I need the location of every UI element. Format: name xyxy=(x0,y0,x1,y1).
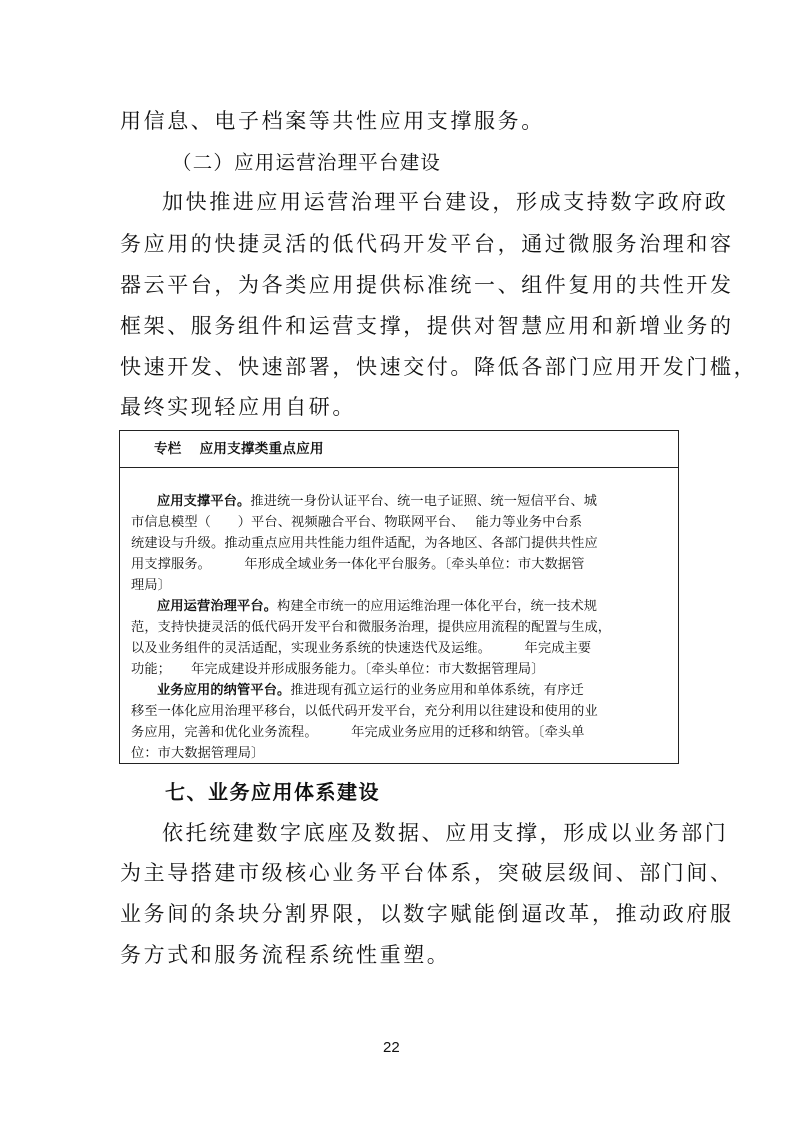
box-text-line: 以及业务组件的灵活适配，实现业务系统的快速迭代及运维。 年完成主要 xyxy=(131,641,592,656)
box-text-line: 位：市大数据管理局〕 xyxy=(131,746,265,761)
item-title: 应用支撑平台。 xyxy=(157,494,251,509)
section-heading: （二）应用运营治理平台建设 xyxy=(172,151,442,174)
box-text-line: 用支撑服务。 年形成全域业务一体化平台服务。〔牵头单位：市大数据管 xyxy=(131,557,585,572)
item-title: 应用运营治理平台。 xyxy=(157,599,278,614)
special-column-box xyxy=(119,430,679,764)
body-text-line: 务方式和服务流程系统性重塑。 xyxy=(120,943,451,967)
box-text-line: 务应用，完善和优化业务流程。 年完成业务应用的迁移和纳管。〔牵头单 xyxy=(131,725,585,740)
body-text-line: 业务间的条块分割界限，以数字赋能倒逼改革，推动政府服 xyxy=(120,902,734,926)
body-text-line: 最终实现轻应用自研。 xyxy=(120,395,356,419)
column-title-text: 应用支撑类重点应用 xyxy=(199,441,324,457)
box-text-line: 移至一体化应用治理平移台，以低代码开发平台，充分利用以往建设和使用的业 xyxy=(131,704,598,719)
body-text-line: 快速开发、快速部署，快速交付。降低各部门应用开发门槛， xyxy=(120,355,758,379)
box-text-line: 应用运营治理平台。构建全市统一的应用运维治理一体化平台，统一技术规 xyxy=(157,599,598,614)
box-text-line: 统建设与升级。推动重点应用共性能力组件适配，为各地区、各部门提供共性应 xyxy=(131,536,598,551)
body-text-line: 务应用的快捷灵活的低代码开发平台，通过微服务治理和容 xyxy=(120,232,734,256)
page-number: 22 xyxy=(383,1039,400,1056)
box-text-line: 业务应用的纳管平台。推进现有孤立运行的业务应用和单体系统，有序迁 xyxy=(157,683,584,698)
body-text-line: 加快推进应用运营治理平台建设，形成支持数字政府政 xyxy=(162,190,729,214)
box-text-line: 功能； 年完成建设并形成服务能力。〔牵头单位：市大数据管理局〕 xyxy=(131,662,545,677)
chapter-heading: 七、业务应用体系建设 xyxy=(165,780,380,804)
item-title: 业务应用的纳管平台。 xyxy=(157,683,291,698)
column-label: 专栏 xyxy=(154,441,182,457)
body-text-line: 为主导搭建市级核心业务平台体系，突破层级间、部门间、 xyxy=(120,861,734,885)
box-text-line: 范，支持快捷灵活的低代码开发平台和微服务治理，提供应用流程的配置与生成， xyxy=(131,620,612,635)
body-text-line: 依托统建数字底座及数据、应用支撑，形成以业务部门 xyxy=(162,821,729,845)
body-text-line: 用信息、电子档案等共性应用支撑服务。 xyxy=(120,109,545,133)
body-text-line: 器云平台，为各类应用提供标准统一、组件复用的共性开发 xyxy=(120,273,734,297)
box-text-line: 理局〕 xyxy=(131,578,172,593)
body-text-line: 框架、服务组件和运营支撑，提供对智慧应用和新增业务的 xyxy=(120,314,734,338)
box-text-line: 市信息模型（ ）平台、视频融合平台、物联网平台、 能力等业务中台系 xyxy=(131,515,583,530)
box-text-line: 应用支撑平台。推进统一身份认证平台、统一电子证照、统一短信平台、城 xyxy=(157,494,598,509)
special-column-title xyxy=(154,442,324,456)
special-column-header xyxy=(120,431,678,468)
